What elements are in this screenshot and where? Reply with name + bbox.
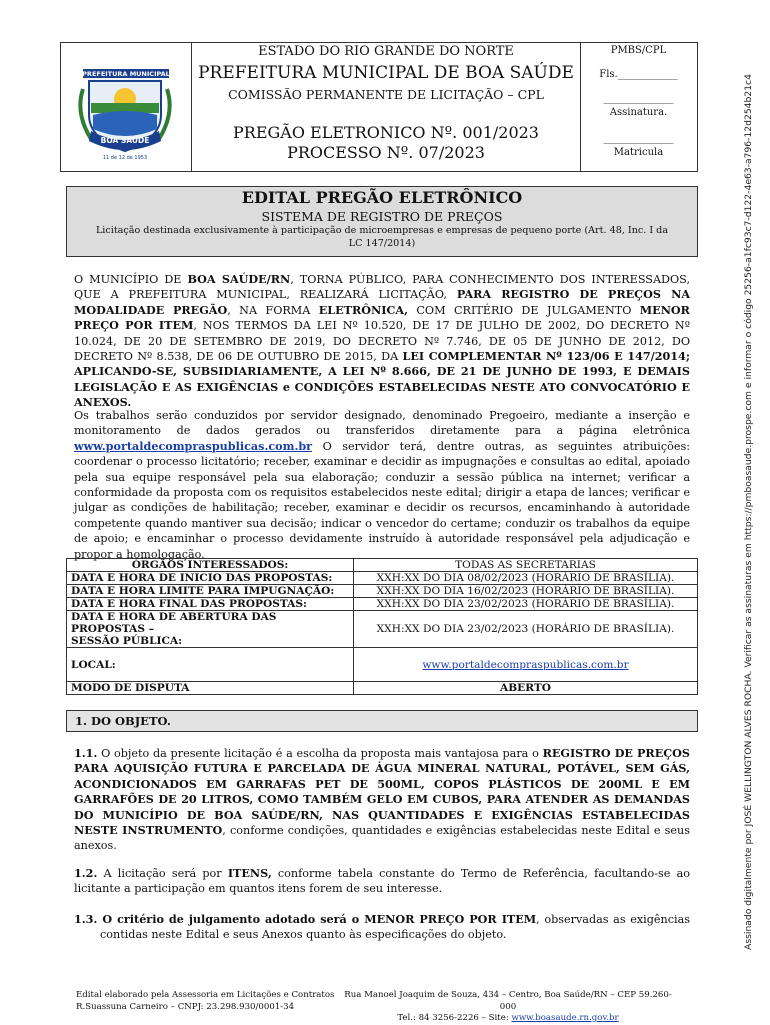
intro-text: , TORNA PÚBLICO, PARA CONHECIMENTO DOS INTERESSADOS, QUE A PREFEITURA MUNICIPAL, REALIZARÁ LICITAÇÃO, [74, 273, 691, 302]
svg-text:11 de 12 de 1953: 11 de 12 de 1953 [102, 155, 148, 161]
table-key: DATA E HORA LIMITE PARA IMPUGNAÇÃO: [67, 585, 354, 598]
table-row [67, 559, 698, 572]
table-key-line: SESSÃO PÚBLICA: [71, 635, 183, 647]
item-number: 1.2. [74, 866, 98, 880]
edital-title: EDITAL PREGÃO ELETRÔNICO [241, 188, 523, 207]
table-value: TODAS AS SECRETARIAS [354, 559, 698, 572]
logo-cell [61, 43, 192, 171]
intro-text: LEI COMPLEMENTAR Nº 123/06 E 147/2014; APLICANDO-SE, SUBSIDIARIAMENTE, A LEI Nº 8.666, DE 21 DE JUNHO DE 1993, E DEMAIS LEGISLAÇÃO E AS EXIGÊNCIAS e CONDIÇÕES ESTABELECIDAS NESTE ATO CONVOCATÓRIO E ANEXOS. [74, 349, 690, 410]
table-row [67, 648, 698, 682]
stamp-title: PMBS/CPL [610, 45, 667, 56]
table-value: XXH:XX DO DIA 23/02/2023 (HORÁRIO DE BRASÍLIA). [354, 611, 698, 648]
table-key: MODO DE DISPUTA [67, 682, 354, 695]
header-prefeitura: PREFEITURA MUNICIPAL DE BOA SAÚDE [198, 63, 574, 83]
table-row [67, 598, 698, 611]
table-key: LOCAL: [67, 648, 354, 682]
table-value: XXH:XX DO DIA 16/02/2023 (HORÁRIO DE BRASÍLIA). [354, 585, 698, 598]
table-value: XXH:XX DO DIA 08/02/2023 (HORÁRIO DE BRASÍLIA). [354, 572, 698, 585]
city-coat-of-arms-logo [61, 43, 189, 171]
table-key: DATA E HORA FINAL DAS PROPOSTAS: [67, 598, 354, 611]
intro-text: BOA SAÚDE/RN [187, 272, 291, 286]
site-link[interactable]: www.boasaude.rn.gov.br [511, 1013, 619, 1023]
intro-text: Os trabalhos serão conduzidos por servidor designado, denominado Pregoeiro, mediante a inserção e monitoramento de dados gerados ou transferidos diretamente para a página eletrônica [74, 409, 690, 438]
header-commission: COMISSÃO PERMANENTE DE LICITAÇÃO – CPL [228, 87, 544, 102]
item-text: MENOR PREÇO POR ITEM [364, 912, 537, 926]
table-row [67, 585, 698, 598]
table-row [67, 682, 698, 695]
table-value: XXH:XX DO DIA 23/02/2023 (HORÁRIO DE BRASÍLIA). [354, 598, 698, 611]
header-process-number: PROCESSO Nº. 07/2023 [287, 143, 485, 162]
svg-text:PREFEITURA MUNICIPAL: PREFEITURA MUNICIPAL [82, 70, 170, 78]
item-text: REGISTRO DE PREÇOS PARA AQUISIÇÃO FUTURA E PARCELADA DE ÁGUA MINERAL NATURAL, POTÁVEL, SEM GÁS, ACONDICIONADOS EM GARRAFAS PET DE 500ML, COPOS PLÁSTICOS DE 200ML E EM GARRAFÕES DE 20 LITROS, COMO TAMBÉM GELO EM CUBOS, PARA ATENDER AS DEMANDAS DO MUNICÍPIO DE BOA SAÚDE/RN, NAS QUANTIDADES E EXIGÊNCIAS ESTABELECIDAS NESTE INSTRUMENTO [74, 746, 690, 838]
document-header [60, 42, 698, 172]
intro-text: O MUNICÍPIO DE [74, 273, 188, 286]
edital-note-line2: LC 147/2014) [348, 238, 416, 249]
local-link[interactable]: www.portaldecompraspublicas.com.br [422, 658, 629, 671]
table-key-line: DATA E HORA DE ABERTURA DAS PROPOSTAS – [71, 611, 277, 635]
intro-text: ELETRÔNICA, [318, 302, 408, 317]
item-text: O objeto da presente licitação é a escolha da proposta mais vantajosa para o [97, 747, 543, 760]
footer-text: Tel.: 84 3256-2226 – Site: [397, 1013, 512, 1023]
intro-paragraph-1 [74, 272, 690, 411]
footer-line: Edital elaborado pela Assessoria em Licitações e Contratos [76, 990, 335, 1000]
portal-link[interactable]: www.portaldecompraspublicas.com.br [74, 438, 313, 453]
table-key: DATA E HORA DE INICIO DAS PROPOSTAS: [67, 572, 354, 585]
table-value: ABERTO [354, 682, 698, 695]
table-value [354, 648, 698, 682]
intro-text: , NOS TERMOS DA LEI Nº 10.520, DE 17 DE JULHO DE 2002, DO DECRETO Nº 10.024, DE 20 DE SETEMBRO DE 2019, DO DECRETO Nº 7.746, DE 05 DE JUNHO DE 2012, DO DECRETO Nº 8.538, DE 06 DE OUTUBRO DE 2015, DA [74, 319, 690, 364]
table-row [67, 572, 698, 585]
table-key [67, 611, 354, 648]
footer-line [338, 1013, 678, 1025]
item-number: 1.3. [74, 912, 98, 926]
item-1-1 [74, 746, 690, 854]
stamp-fls: Fls.____________ [599, 69, 678, 80]
item-text: A licitação será por [97, 867, 228, 880]
section-title: 1. DO OBJETO. [66, 710, 698, 732]
stamp-matricula-label: Matricula [613, 147, 664, 158]
stamp-sign-label: Assinatura. [609, 107, 668, 118]
item-text: , conforme condições, quantidades e exigências estabelecidas neste Edital e seus anexos. [74, 824, 690, 853]
footer-right [338, 990, 678, 1025]
intro-paragraph-2 [74, 408, 690, 562]
item-1-3 [74, 912, 690, 943]
item-1-2 [74, 866, 690, 897]
intro-text: COM CRITÉRIO DE JULGAMENTO [407, 303, 640, 317]
footer-left [76, 990, 334, 1013]
intro-text: PARA REGISTRO DE PREÇOS NA MODALIDADE PREGÃO [74, 287, 690, 317]
stamp-matricula-line: ______________ [603, 133, 674, 144]
table-key: ÓRGÃOS INTERESSADOS: [67, 559, 354, 572]
intro-text: , NA FORMA [227, 303, 319, 317]
digital-signature-note: Assinado digitalmente por JOSÉ WELLINGTON ALVES ROCHA. Verificar as assinaturas em https://pmboasaude.prospe.com e informar o código 25256-a1fc93c7-d122-4e63-a796-12d254b21c4 [743, 74, 754, 950]
footer-line: R.Suassuna Carneiro – CNPJ: 23.298.930/0001-34 [76, 1001, 295, 1012]
edital-subtitle: SISTEMA DE REGISTRO DE PREÇOS [261, 209, 503, 224]
svg-text:BOA SAÚDE: BOA SAÚDE [100, 136, 150, 145]
edital-note-line1: Licitação destinada exclusivamente à participação de microempresas e empresas de pequeno porte (Art. 48, Inc. I da [95, 225, 669, 236]
item-text: O critério de julgamento adotado será o [97, 912, 365, 926]
footer-line: Rua Manoel Joaquim de Souza, 434 – Centro, Boa Saúde/RN – CEP 59.260-000 [344, 990, 672, 1012]
item-number: 1.1. [74, 746, 98, 760]
header-pregao-number: PREGÃO ELETRONICO Nº. 001/2023 [233, 123, 539, 142]
stamp-sign-line: ______________ [603, 93, 674, 104]
table-row [67, 611, 698, 648]
item-text: conforme tabela constante do Termo de Referência, facultando-se ao licitante a participação em quantos itens forem de seu interesse. [74, 867, 690, 896]
intro-text: O servidor terá, dentre outras, as seguintes atribuições: coordenar o processo licitatório; receber, examinar e decidir as impugnações e consultas ao edital, apoiado pela sua equipe responsável pela sua elaboração; conduzir a sessão pública na internet; verificar a conformidade da proposta com os requisitos estabelecidos neste edital; dirigir a etapa de lances; verificar e julgar as condições de habilitação; receber, examinar e decidir os recursos, encaminhando à autoridade competente quando mantiver sua decisão; indicar o vencedor do certame; conduzir os trabalhos da equipe de apoio; e encaminhar o processo devidamente instruído à autoridade responsável pela adjudicação e propor a homologação. [74, 439, 690, 561]
item-text: , observadas as exigências contidas neste Edital e seus Anexos quanto às especificações do objeto. [100, 913, 690, 942]
info-table [66, 558, 698, 695]
intro-text: MENOR PREÇO POR ITEM [74, 302, 690, 333]
header-state: ESTADO DO RIO GRANDE DO NORTE [258, 44, 514, 59]
edital-title-box [66, 186, 698, 257]
item-text: ITENS, [227, 866, 272, 880]
